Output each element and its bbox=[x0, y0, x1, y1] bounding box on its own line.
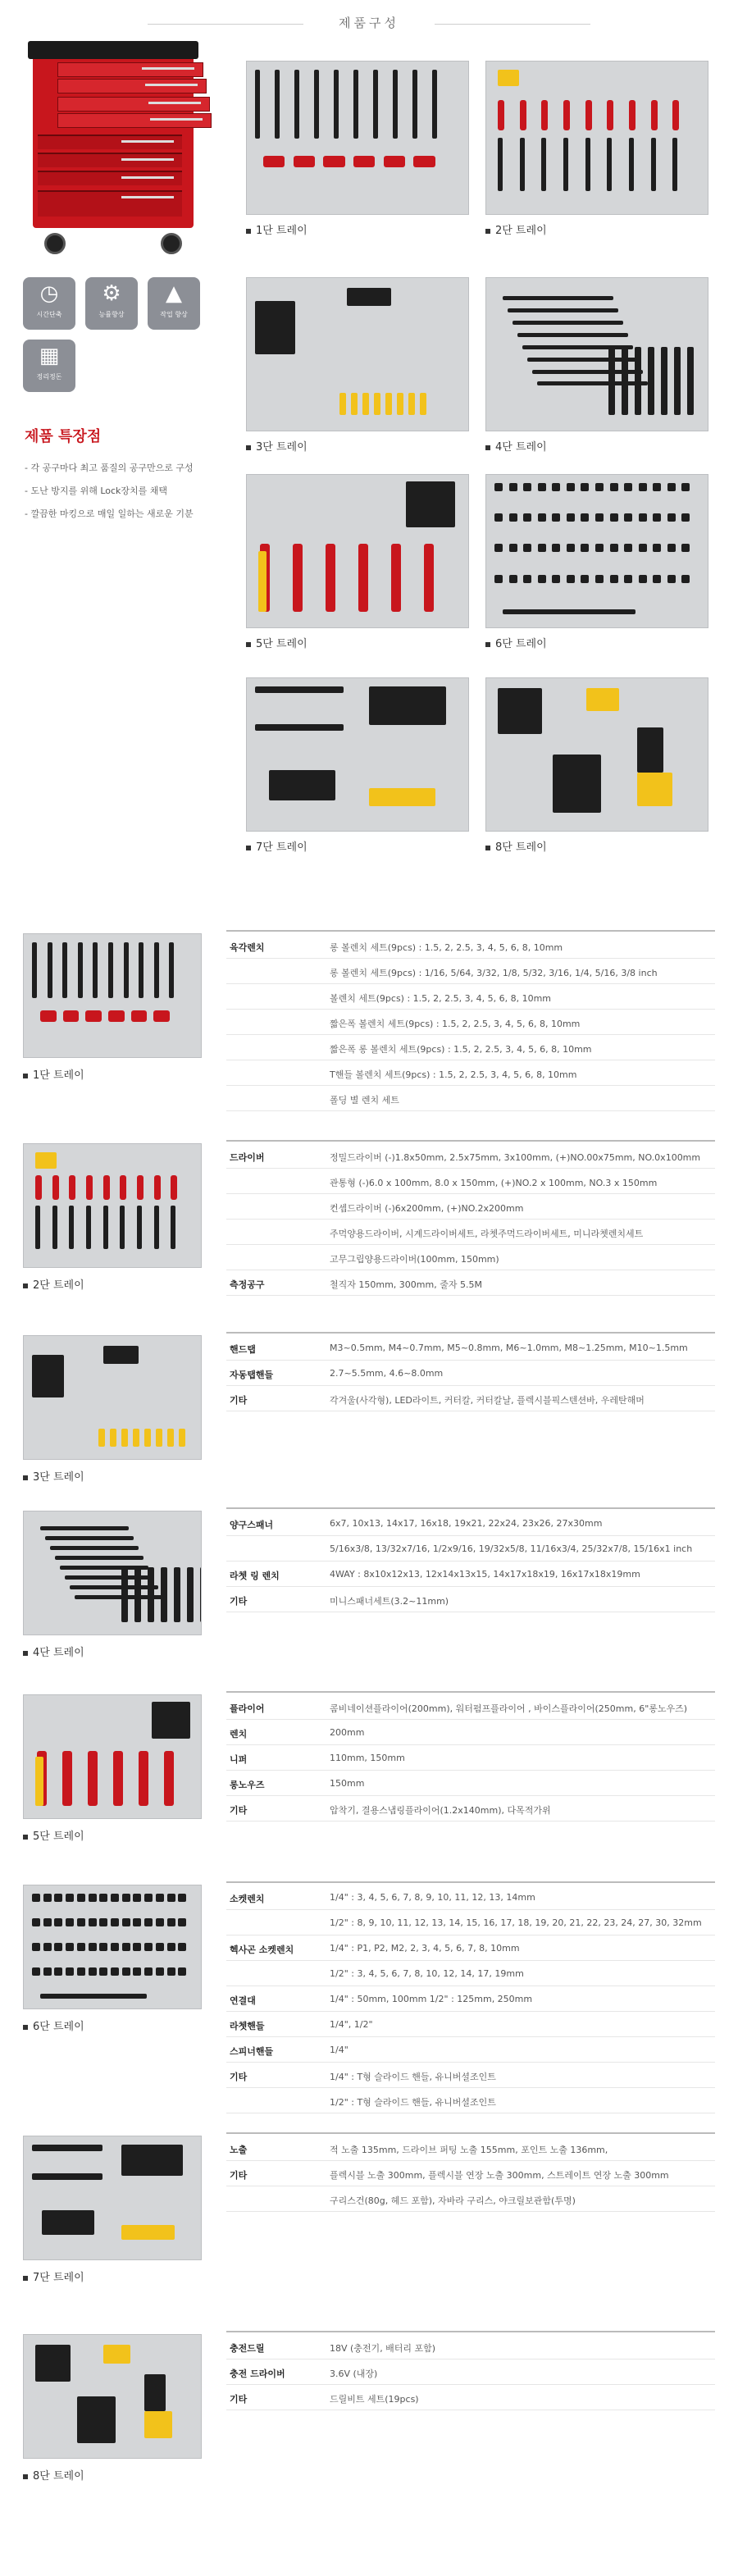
spec-row bbox=[226, 2161, 715, 2186]
spec-value: 1/2" : 8, 9, 10, 11, 12, 13, 14, 15, 16, 17, 18, 19, 20, 21, 22, 23, 24, 27, 30, 32mm bbox=[330, 1917, 702, 1928]
spec-value: 3.6V (내장) bbox=[330, 2369, 378, 2379]
tray-image bbox=[485, 277, 708, 431]
spec-key: 라쳇핸들 bbox=[230, 2021, 265, 2031]
tray-image bbox=[246, 61, 469, 215]
tray-caption: 6단 트레이 bbox=[485, 635, 547, 650]
spec-value: 1/2" : T형 슬라이드 핸들, 유니버셜조인트 bbox=[330, 2097, 496, 2108]
spec-key: 연결대 bbox=[230, 1995, 256, 2006]
spec-row bbox=[226, 1060, 715, 1086]
tray-image bbox=[23, 1511, 202, 1635]
spec-key: 라쳇 링 렌치 bbox=[230, 1571, 280, 1581]
spec-row bbox=[226, 2136, 715, 2161]
spec-row bbox=[226, 1169, 715, 1194]
tray-caption: 3단 트레이 bbox=[23, 1468, 84, 1484]
spec-row bbox=[226, 2385, 715, 2410]
spec-value: 콤비네이션플라이어(200mm), 워터펌프플라이어 , 바이스플라이어(250mm, 6"롱노우즈) bbox=[330, 1703, 688, 1714]
header-rule-right bbox=[435, 24, 590, 25]
spec-key: 핸드탭 bbox=[230, 1344, 256, 1355]
spec-key: 충전 드라이버 bbox=[230, 2369, 285, 2379]
spec-table-rule bbox=[226, 1140, 715, 1142]
tray-image bbox=[23, 933, 202, 1058]
spec-row bbox=[226, 1220, 715, 1245]
spec-value: 구리스건(80g, 헤드 포함), 자바라 구리스, 야크릴보관함(투명) bbox=[330, 2195, 576, 2206]
spec-value: 1/4" : T형 슬라이드 핸들, 유니버셜조인트 bbox=[330, 2072, 496, 2082]
spec-value: 짧은폭 롱 볼렌치 세트(9pcs) : 1.5, 2, 2.5, 3, 4, 5, 6, 8, 10mm bbox=[330, 1044, 592, 1055]
spec-row bbox=[226, 1335, 715, 1361]
spec-value: 110mm, 150mm bbox=[330, 1753, 405, 1763]
spec-value: 1/4" : 50mm, 100mm 1/2" : 125mm, 250mm bbox=[330, 1994, 533, 2004]
spec-row bbox=[226, 1885, 715, 1910]
spec-table-rule bbox=[226, 2331, 715, 2332]
spec-value: 고무그립양용드라이버(100mm, 150mm) bbox=[330, 1254, 499, 1265]
spec-table-rule bbox=[226, 2132, 715, 2134]
spec-value: 짧은폭 볼렌치 세트(9pcs) : 1.5, 2, 2.5, 3, 4, 5, 6, 8, 10mm bbox=[330, 1019, 581, 1029]
spec-value: 2.7~5.5mm, 4.6~8.0mm bbox=[330, 1368, 444, 1379]
spec-value: 1/4" : P1, P2, M2, 2, 3, 4, 5, 6, 7, 8, 10mm bbox=[330, 1943, 520, 1954]
spec-value: T핸들 볼렌치 세트(9pcs) : 1.5, 2, 2.5, 3, 4, 5, 6, 8, 10mm bbox=[330, 1069, 577, 1080]
tray-caption: 1단 트레이 bbox=[246, 221, 308, 237]
tray-caption: 6단 트레이 bbox=[23, 2017, 84, 2033]
feature-item: - 각 공구마다 최고 품질의 공구만으로 구성 bbox=[25, 463, 194, 473]
spec-row bbox=[226, 1386, 715, 1411]
spec-value: 200mm bbox=[330, 1727, 365, 1738]
tray-caption: 8단 트레이 bbox=[23, 2467, 84, 2483]
clock-icon: ◷ bbox=[39, 281, 59, 306]
tray-image bbox=[23, 1335, 202, 1460]
spec-key: 자동탭핸들 bbox=[230, 1370, 274, 1380]
spec-row bbox=[226, 1771, 715, 1796]
spec-value: 정밀드라이버 (-)1.8x50mm, 2.5x75mm, 3x100mm, (+)NO.00x75mm, NO.0x100mm bbox=[330, 1152, 701, 1163]
spec-key: 기타 bbox=[230, 1596, 248, 1607]
spec-key: 충전드릴 bbox=[230, 2343, 265, 2354]
spec-row bbox=[226, 1194, 715, 1220]
efficiency-badge: ⚙ 능률향상 bbox=[85, 277, 138, 330]
spec-key: 기타 bbox=[230, 2170, 248, 2181]
spec-value: 폴딩 별 렌치 세트 bbox=[330, 1095, 399, 1106]
tray-caption: 8단 트레이 bbox=[485, 838, 547, 854]
spec-row bbox=[226, 1745, 715, 1771]
gear-icon: ⚙ bbox=[102, 281, 121, 306]
spec-row bbox=[226, 1010, 715, 1035]
spec-row bbox=[226, 2359, 715, 2385]
tray-image bbox=[485, 677, 708, 832]
spec-value: 롱 볼렌치 세트(9pcs) : 1/16, 5/64, 3/32, 1/8, 5/32, 3/16, 1/4, 5/16, 3/8 inch bbox=[330, 968, 658, 978]
tray-caption: 3단 트레이 bbox=[246, 438, 308, 454]
tray-caption: 7단 트레이 bbox=[23, 2268, 84, 2284]
tray-image bbox=[485, 474, 708, 628]
spec-value: 관통형 (-)6.0 x 100mm, 8.0 x 150mm, (+)NO.2 x 100mm, NO.3 x 150mm bbox=[330, 1178, 658, 1188]
page-title: 제품구성 bbox=[339, 16, 399, 30]
tray-caption: 2단 트레이 bbox=[23, 1276, 84, 1292]
spec-value: 미니스패너세트(3.2~11mm) bbox=[330, 1596, 449, 1607]
spec-row bbox=[226, 2037, 715, 2063]
spec-key: 육각렌치 bbox=[230, 942, 265, 953]
tray-caption: 2단 트레이 bbox=[485, 221, 547, 237]
tray-caption: 5단 트레이 bbox=[23, 1827, 84, 1843]
spec-row bbox=[226, 2012, 715, 2037]
tray-image bbox=[23, 1143, 202, 1268]
spec-value: 각겨울(사각형), LED라이트, 커터칼, 커터칼날, 플렉시블픽스텐션바, 우레탄해머 bbox=[330, 1395, 645, 1406]
spec-value: 1/4", 1/2" bbox=[330, 2019, 373, 2030]
spec-key: 롱노우즈 bbox=[230, 1780, 265, 1790]
spec-row bbox=[226, 1694, 715, 1720]
spec-value: 6x7, 10x13, 14x17, 16x18, 19x21, 22x24, 23x26, 27x30mm bbox=[330, 1518, 603, 1529]
tray-image bbox=[23, 2136, 202, 2260]
spec-row bbox=[226, 1986, 715, 2012]
tray-image bbox=[23, 2334, 202, 2459]
spec-key: 헥사곤 소켓렌치 bbox=[230, 1945, 294, 1955]
tray-caption: 4단 트레이 bbox=[23, 1644, 84, 1659]
spec-value: 4WAY : 8x10x12x13, 12x14x13x15, 14x17x18x19, 16x17x18x19mm bbox=[330, 1569, 640, 1580]
feature-item: - 도난 방지를 위해 Lock장치를 채택 bbox=[25, 486, 168, 496]
spec-key: 스피너핸들 bbox=[230, 2046, 274, 2057]
spec-key: 기타 bbox=[230, 2072, 248, 2082]
tray-caption: 7단 트레이 bbox=[246, 838, 308, 854]
spec-row bbox=[226, 1796, 715, 1821]
spec-table-rule bbox=[226, 1691, 715, 1693]
spec-row bbox=[226, 1562, 715, 1587]
spec-value: 18V (충전기, 배터리 포함) bbox=[330, 2343, 436, 2354]
spec-row bbox=[226, 1035, 715, 1060]
spec-table-rule bbox=[226, 1332, 715, 1334]
spec-row bbox=[226, 1245, 715, 1270]
spec-key: 노출 bbox=[230, 2145, 248, 2155]
spec-value: 드릴비트 세트(19pcs) bbox=[330, 2394, 419, 2405]
grid-icon: ▦ bbox=[39, 344, 60, 368]
spec-value: 5/16x3/8, 13/32x7/16, 1/2x9/16, 19/32x5/8, 11/16x3/4, 25/32x7/8, 15/16x1 inch bbox=[330, 1543, 693, 1554]
growth-icon: ▲ bbox=[166, 281, 182, 306]
spec-table-rule bbox=[226, 930, 715, 932]
spec-key: 양구스패너 bbox=[230, 1520, 274, 1530]
feature-item: - 깔끔한 마킹으로 매일 일하는 새로운 기분 bbox=[25, 508, 194, 519]
spec-key: 렌치 bbox=[230, 1729, 248, 1739]
time-saving-badge: ◷ 시간단축 bbox=[23, 277, 75, 330]
spec-row bbox=[226, 1511, 715, 1536]
spec-value: 컨셉드라이버 (-)6x200mm, (+)NO.2x200mm bbox=[330, 1203, 524, 1214]
spec-row bbox=[226, 1361, 715, 1386]
spec-key: 기타 bbox=[230, 2394, 248, 2405]
tray-image bbox=[246, 677, 469, 832]
spec-key: 플라이어 bbox=[230, 1703, 265, 1714]
spec-key: 니퍼 bbox=[230, 1754, 248, 1765]
tray-caption: 1단 트레이 bbox=[23, 1066, 84, 1082]
spec-value: 플렉시블 노출 300mm, 플렉시블 연장 노출 300mm, 스트레이트 연장 노출 300mm bbox=[330, 2170, 669, 2181]
spec-key: 기타 bbox=[230, 1805, 248, 1816]
spec-value: 철직자 150mm, 300mm, 줄자 5.5M bbox=[330, 1279, 482, 1290]
spec-row bbox=[226, 1910, 715, 1935]
work-improvement-badge: ▲ 작업 향상 bbox=[148, 277, 200, 330]
spec-row bbox=[226, 1935, 715, 1961]
spec-row bbox=[226, 1587, 715, 1612]
spec-row bbox=[226, 2186, 715, 2212]
spec-value: 150mm bbox=[330, 1778, 365, 1789]
spec-table-rule bbox=[226, 1507, 715, 1509]
spec-value: 압착기, 결용스냅링플라이어(1.2x140mm), 다목적가위 bbox=[330, 1805, 551, 1816]
spec-row bbox=[226, 1961, 715, 1986]
spec-value: 1/4" bbox=[330, 2045, 348, 2055]
spec-value: 1/4" : 3, 4, 5, 6, 7, 8, 9, 10, 11, 12, 13, 14mm bbox=[330, 1892, 535, 1903]
tray-image bbox=[246, 474, 469, 628]
tray-caption: 4단 트레이 bbox=[485, 438, 547, 454]
spec-key: 드라이버 bbox=[230, 1152, 265, 1163]
tray-image bbox=[23, 1694, 202, 1819]
tray-caption: 5단 트레이 bbox=[246, 635, 308, 650]
spec-row bbox=[226, 2334, 715, 2359]
spec-row bbox=[226, 959, 715, 984]
tray-image bbox=[23, 1885, 202, 2009]
tray-image bbox=[246, 277, 469, 431]
spec-key: 측정공구 bbox=[230, 1279, 265, 1290]
spec-row bbox=[226, 2063, 715, 2088]
spec-value: M3~0.5mm, M4~0.7mm, M5~0.8mm, M6~1.0mm, M8~1.25mm, M10~1.5mm bbox=[330, 1343, 688, 1353]
spec-value: 롱 볼렌치 세트(9pcs) : 1.5, 2, 2.5, 3, 4, 5, 6, 8, 10mm bbox=[330, 942, 563, 953]
spec-row bbox=[226, 1086, 715, 1111]
features-title: 제품 특장점 bbox=[25, 428, 102, 445]
tray-image bbox=[485, 61, 708, 215]
spec-value: 주먹양용드라이버, 시계드라이버세트, 라쳇주먹드라이버세트, 미니라쳇렌치세트 bbox=[330, 1229, 644, 1239]
spec-row bbox=[226, 933, 715, 959]
spec-row bbox=[226, 1536, 715, 1562]
spec-key: 기타 bbox=[230, 1395, 248, 1406]
spec-value: 적 노출 135mm, 드라이브 퍼팅 노출 155mm, 포인트 노출 136mm, bbox=[330, 2145, 608, 2155]
spec-table-rule bbox=[226, 1881, 715, 1883]
spec-row bbox=[226, 1270, 715, 1296]
spec-row bbox=[226, 1143, 715, 1169]
organization-badge: ▦ 정리정돈 bbox=[23, 340, 75, 392]
spec-row bbox=[226, 2088, 715, 2113]
spec-key: 소켓렌치 bbox=[230, 1894, 265, 1904]
spec-row bbox=[226, 1720, 715, 1745]
spec-value: 볼렌치 세트(9pcs) : 1.5, 2, 2.5, 3, 4, 5, 6, 8, 10mm bbox=[330, 993, 552, 1004]
spec-value: 1/2" : 3, 4, 5, 6, 7, 8, 10, 12, 14, 17, 19mm bbox=[330, 1968, 524, 1979]
spec-row bbox=[226, 984, 715, 1010]
